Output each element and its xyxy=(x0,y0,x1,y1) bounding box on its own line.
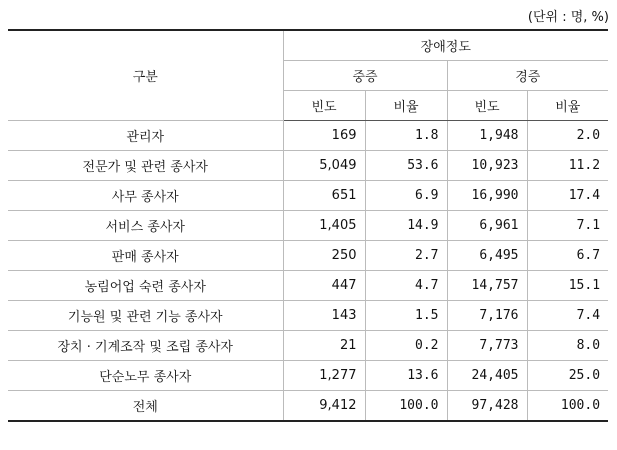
cell-mild-ratio: 25.0 xyxy=(527,361,608,391)
header-category: 구분 xyxy=(8,30,283,121)
table-row xyxy=(8,331,608,361)
row-label: 서비스 종사자 xyxy=(8,211,283,241)
cell-severe-freq: 447 xyxy=(283,271,365,301)
cell-severe-freq: 5,049 xyxy=(283,151,365,181)
table-row xyxy=(8,241,608,271)
header-mild: 경증 xyxy=(447,61,608,91)
cell-severe-ratio: 53.6 xyxy=(365,151,447,181)
cell-mild-ratio: 11.2 xyxy=(527,151,608,181)
table-row xyxy=(8,361,608,391)
cell-mild-freq: 16,990 xyxy=(447,181,527,211)
cell-severe-ratio: 0.2 xyxy=(365,331,447,361)
cell-mild-ratio: 6.7 xyxy=(527,241,608,271)
cell-severe-freq: 169 xyxy=(283,121,365,151)
cell-mild-freq: 97,428 xyxy=(447,391,527,422)
cell-mild-freq: 7,773 xyxy=(447,331,527,361)
cell-severe-freq: 1,405 xyxy=(283,211,365,241)
header-severe: 중증 xyxy=(283,61,447,91)
cell-severe-ratio: 1.8 xyxy=(365,121,447,151)
cell-mild-ratio: 100.0 xyxy=(527,391,608,422)
cell-severe-freq: 21 xyxy=(283,331,365,361)
cell-mild-ratio: 7.1 xyxy=(527,211,608,241)
cell-mild-freq: 6,495 xyxy=(447,241,527,271)
row-label: 사무 종사자 xyxy=(8,181,283,211)
cell-severe-ratio: 6.9 xyxy=(365,181,447,211)
cell-mild-freq: 10,923 xyxy=(447,151,527,181)
row-label: 단순노무 종사자 xyxy=(8,361,283,391)
table-row xyxy=(8,271,608,301)
cell-mild-ratio: 7.4 xyxy=(527,301,608,331)
table-row xyxy=(8,301,608,331)
unit-note: (단위 : 명, %) xyxy=(527,10,609,25)
cell-mild-ratio: 15.1 xyxy=(527,271,608,301)
cell-mild-freq: 24,405 xyxy=(447,361,527,391)
row-label: 장치 · 기계조작 및 조립 종사자 xyxy=(8,331,283,361)
row-label: 농림어업 숙련 종사자 xyxy=(8,271,283,301)
table-row xyxy=(8,151,608,181)
header-severe-freq: 빈도 xyxy=(283,91,365,121)
cell-severe-ratio: 100.0 xyxy=(365,391,447,422)
table-header xyxy=(8,30,608,121)
cell-severe-ratio: 14.9 xyxy=(365,211,447,241)
table-row xyxy=(8,121,608,151)
cell-severe-freq: 250 xyxy=(283,241,365,271)
cell-mild-freq: 14,757 xyxy=(447,271,527,301)
cell-mild-freq: 6,961 xyxy=(447,211,527,241)
cell-mild-freq: 1,948 xyxy=(447,121,527,151)
cell-severe-freq: 651 xyxy=(283,181,365,211)
cell-mild-ratio: 8.0 xyxy=(527,331,608,361)
cell-severe-freq: 143 xyxy=(283,301,365,331)
row-label: 관리자 xyxy=(8,121,283,151)
cell-severe-ratio: 13.6 xyxy=(365,361,447,391)
cell-mild-ratio: 17.4 xyxy=(527,181,608,211)
table-row xyxy=(8,391,608,422)
cell-severe-freq: 1,277 xyxy=(283,361,365,391)
cell-severe-freq: 9,412 xyxy=(283,391,365,422)
table-body xyxy=(8,121,608,422)
cell-severe-ratio: 2.7 xyxy=(365,241,447,271)
cell-mild-freq: 7,176 xyxy=(447,301,527,331)
cell-mild-ratio: 2.0 xyxy=(527,121,608,151)
header-severe-ratio: 비율 xyxy=(365,91,447,121)
header-disability-level: 장애정도 xyxy=(283,30,608,61)
occupation-disability-table xyxy=(8,29,608,422)
row-label: 판매 종사자 xyxy=(8,241,283,271)
row-label: 전문가 및 관련 종사자 xyxy=(8,151,283,181)
cell-severe-ratio: 1.5 xyxy=(365,301,447,331)
row-label: 전체 xyxy=(8,391,283,422)
table-row xyxy=(8,211,608,241)
header-mild-freq: 빈도 xyxy=(447,91,527,121)
table-row xyxy=(8,181,608,211)
cell-severe-ratio: 4.7 xyxy=(365,271,447,301)
row-label: 기능원 및 관련 기능 종사자 xyxy=(8,301,283,331)
header-mild-ratio: 비율 xyxy=(527,91,608,121)
